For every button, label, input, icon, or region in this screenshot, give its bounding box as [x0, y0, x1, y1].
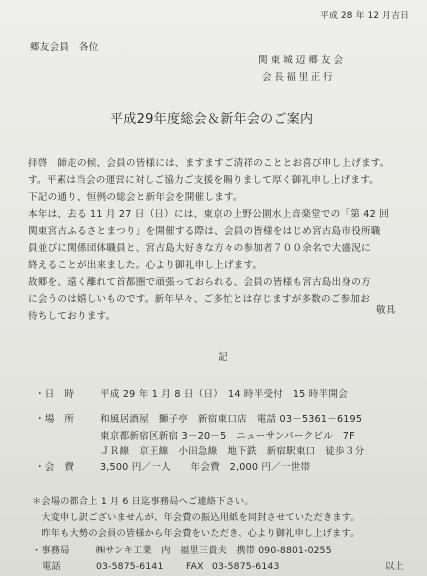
- fee-value: 3,500 円／一人 年会費 2,000 円／一世帯: [100, 462, 311, 473]
- body-line: 待ちしております。: [28, 311, 116, 322]
- fax-label: FAX: [186, 561, 204, 572]
- office-label: ・事務局: [32, 545, 70, 556]
- phone-label: 電話: [42, 561, 61, 572]
- body-line: 終えることが出来ました。心より御礼申し上げます。: [28, 260, 263, 271]
- body-line: 員並びに関係団体職員と、宮古島大好きな方々の参加者７００余名で大盛況に: [28, 243, 371, 254]
- page-title: 平成29年度総会＆新年会のご案内: [110, 112, 314, 127]
- body-line: に会うのは嬉しいものです。新年早々、ご多忙とは存じますが多数のご参加お: [28, 294, 371, 305]
- body-line: 拝啓 師走の候、会員の皆様には、ますますご清祥のこととお喜び申し上げます。: [28, 158, 390, 169]
- body-line: す。平素は当会の運営に対しご協力ご支援を賜りまして厚く御礼申し上げます。: [28, 175, 380, 186]
- body-line: 本年は、去る 11 月 27 日（日）には、東京の上野公園水上音楽堂での「第 42 回: [28, 209, 389, 220]
- closing: 敬具: [376, 305, 396, 316]
- date-value: 平成 29 年 1 月 8 日（日） 14 時半受付 15 時半開会: [100, 389, 348, 400]
- note-line: 昨年も大勢の会員の皆様から年会費をいただき、心より御礼申し上げます。: [32, 528, 360, 539]
- place-line: 和風居酒屋 獅子亭 新宿東口店 電話 03－5361－6195: [100, 414, 363, 425]
- ki-heading: 記: [218, 352, 228, 363]
- date-label: ・日 時: [35, 389, 75, 400]
- place-label: ・場 所: [35, 414, 75, 425]
- place-line: 東京都新宿区新宿 3－20－5 ニューサンパークビル 7F: [100, 431, 355, 442]
- note-line: ＊会場の都合上 1 月 6 日迄事務局へご連絡下さい。: [32, 496, 254, 507]
- body-line: 下記の通り、恒例の総会と新年会を開催します。: [28, 192, 243, 203]
- note-line: 大変申し訳ございませんが、年会費の振込用紙を同封させていただきます。: [32, 512, 360, 523]
- fax-value: 03-5875-6143: [212, 561, 280, 572]
- sender-organization: 関東城辺郷友会: [258, 55, 347, 66]
- office-value: ㈱サンキ工業 内 福里三貴夫 携帯 090-8801-0255: [96, 545, 332, 556]
- body-line: 故郷を、遠く離れて首都圏で頑張っておられる、会員の皆様も宮古島出身の方: [28, 277, 371, 288]
- fee-label: ・会 費: [35, 462, 75, 473]
- phone-value: 03-5875-6141: [96, 561, 164, 572]
- addressee: 郷友会員 各位: [30, 42, 99, 53]
- sender-president: 会長福里正行: [262, 72, 336, 83]
- end-mark: 以上: [385, 561, 404, 572]
- place-line: ＪＲ線 京王線 小田急線 地下鉄 新宿駅東口 徒歩３分: [100, 446, 365, 457]
- body-line: 関東宮古ふるさとまつり」を開催する際は、会員の皆様をはじめ宮古島市役所職: [28, 226, 381, 237]
- letter-date: 平成 28 年 12 月吉日: [320, 11, 410, 21]
